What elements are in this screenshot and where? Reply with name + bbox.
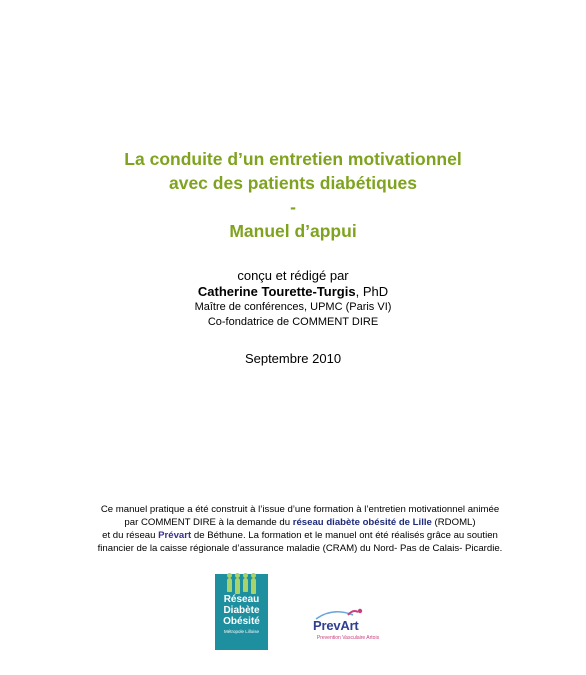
- prevart-logo-name: PrevArt: [313, 618, 359, 633]
- logo-subtitle: Métropole Lilloise: [223, 629, 260, 634]
- title-line-2: avec des patients diabétiques: [168, 173, 417, 193]
- authorship-block: [0, 268, 586, 330]
- title-line-1: La conduite d’un entretien motivationnel: [124, 149, 462, 169]
- person-figure-icon: [235, 578, 240, 594]
- footer-line-3: [70, 529, 530, 542]
- title-separator: -: [290, 197, 296, 217]
- prevart-network-name: Prévart: [158, 530, 192, 541]
- logo-word-reseau: Réseau: [223, 594, 260, 605]
- author-role: Co-fondatrice de COMMENT DIRE: [207, 316, 379, 328]
- logo-word-diabete: Diabète: [223, 605, 260, 616]
- author-name: Catherine Tourette-Turgis: [197, 284, 356, 299]
- person-figure-icon: [227, 578, 232, 592]
- publication-date: Septembre 2010: [244, 351, 342, 366]
- written-by-label: conçu et rédigé par: [237, 268, 349, 283]
- people-figures-icon: [215, 578, 268, 594]
- title-line-subtitle: Manuel d’appui: [229, 221, 357, 241]
- footer-line-1: Ce manuel pratique a été construit à l’issue d’une formation à l’entretien motivationnel animée: [100, 504, 500, 515]
- footer-note: [70, 503, 530, 555]
- footer-line-3-end: de Béthune. La formation et le manuel ont été réalisés grâce au soutien: [191, 530, 498, 541]
- author-position: Maître de conférences, UPMC (Paris VI): [194, 301, 392, 313]
- footer-line-2-start: par COMMENT DIRE à la demande du: [124, 517, 293, 528]
- rdoml-network-name: réseau diabète obésité de Lille: [292, 517, 432, 528]
- footer-line-2: [70, 516, 530, 529]
- author-line: [0, 284, 586, 300]
- author-degree: , PhD: [355, 284, 389, 299]
- logo-word-obesite: Obésité: [223, 616, 260, 627]
- document-title: [0, 147, 586, 243]
- footer-line-4: financier de la caisse régionale d’assurance maladie (CRAM) du Nord- Pas de Calais- Picardie.: [97, 543, 503, 554]
- person-figure-icon: [251, 578, 256, 594]
- reseau-diabete-obesite-logo: [215, 574, 268, 650]
- prevart-logo-tagline: Prevention Vasculaire Artois: [316, 635, 380, 641]
- prevart-logo: [308, 605, 388, 645]
- footer-line-3-start: et du réseau: [102, 530, 159, 541]
- person-figure-icon: [243, 578, 248, 592]
- footer-line-2-end: (RDOML): [431, 517, 476, 528]
